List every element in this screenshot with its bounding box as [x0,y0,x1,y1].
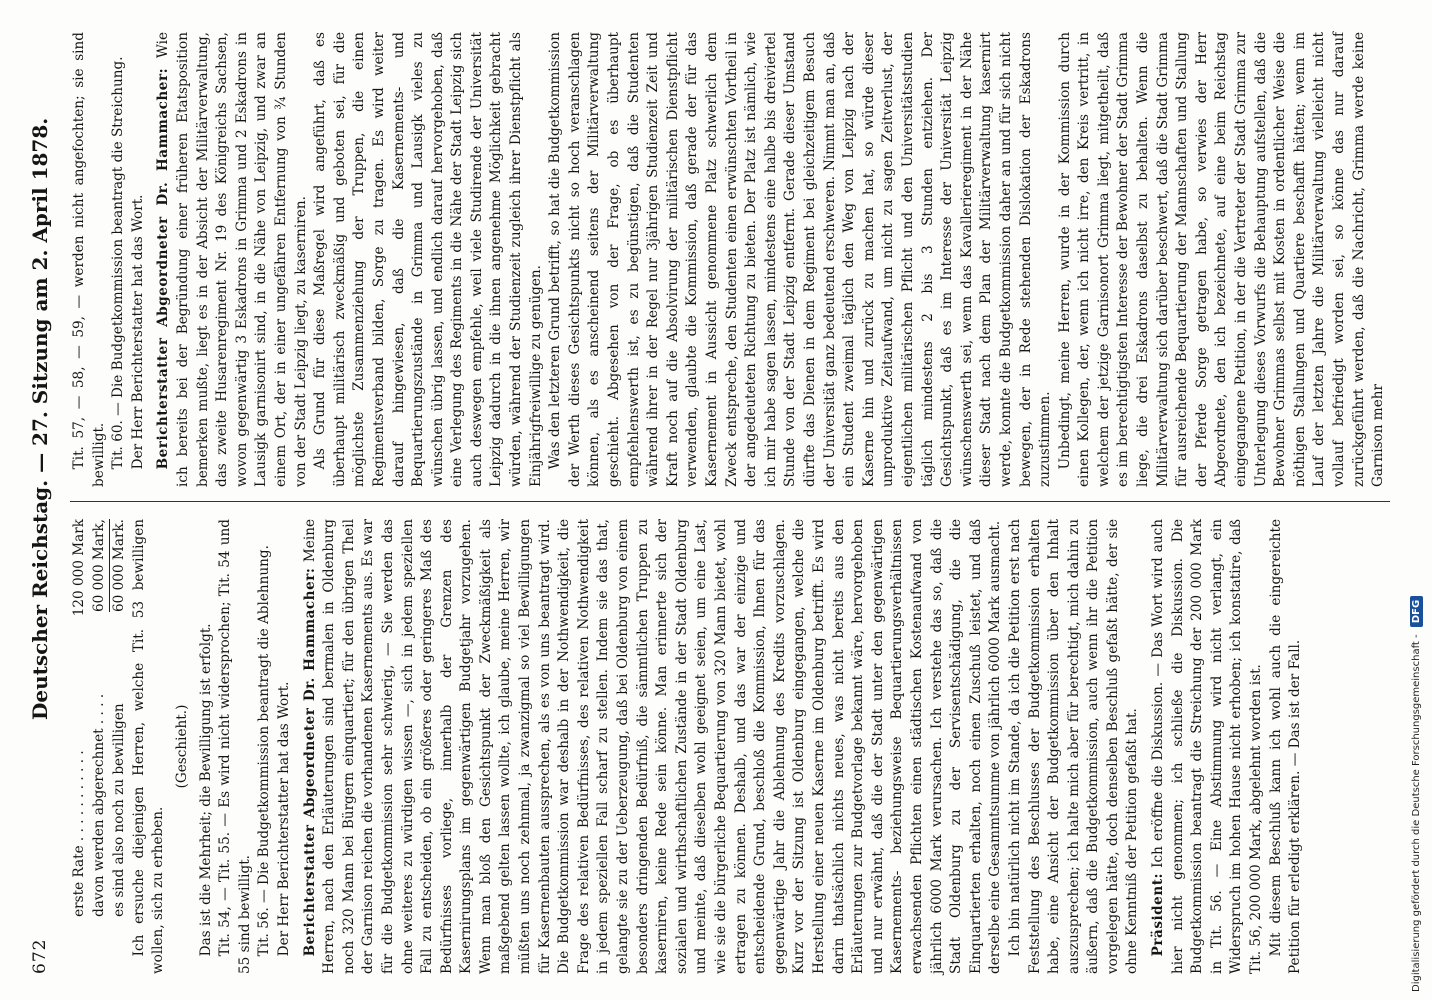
paragraph-text: Unbedingt, meine Herren, wurde in der Kommission durch einen Kollegen, der, wenn ich nicht irre, den Kreis vertritt, in welchem der jetzige Garnisonort Grimma liegt, mitgetheilt, daß es im berechtigtigsten Interesse der Bewohner der Stadt Grimma liege, die drei Eskadrons daselbst zu behalten. Wenn die Militärverwaltung sich darüber beschwert, daß die Stadt Grimma für ausreichende Bequartierung der Mannschaften und Stallung der Pferde Sorge getragen habe, so verwies der Herr Abgeordnete, den ich bezeichnete, auf eine beim Reichstag eingegangene Petition, in der die Vertreter der Stadt Grimma zur Unterlegung dieses Vorwurfs die Behauptung aufstellen, daß die Bewohner Grimmas selbst mit Kosten in ordentlicher Weise die nöthigen Stallungen und Quartiere beschafft hätten; wenn im Lauf der letzten Jahre die Militärverwaltung vielleicht nicht vollauf befriedigt worden sei, so könne das nur darauf zurückgeführt werden, daß die Nachricht, Grimma werde keine Garnison mehr [1056,32,1387,487]
paragraph-text: (Geschieht.) [173,704,190,789]
paragraph [1267,519,1306,974]
paragraph [70,32,109,487]
amount-label: erste Rate . . . . . . . . . . . [71,750,87,917]
paragraph [109,32,129,487]
paragraph-text: Der Herr Berichterstatter hat das Wort. [129,194,146,470]
paragraph-text: Wie ich bereits bei der Begründung einer früheren Etatsposition bemerken mußte, liegt es in der Absicht der Militärverwaltung, das zweite Husarenregiment Nr. 19 des Königreichs Sachsen, wovon gegenwärtig 3 Eskadrons in Grimma und 2 Eskadrons in Lausigk garnisonirt sind, in die Nähe von Leipzig, und zwar an einem Ort, der in einer ungefähren Entfernung von ¾ Stunden von der Stadt Leipzig liegt, zu kaserniren. [155,32,309,487]
paragraph-text: Der Herr Berichterstatter hat das Wort. [275,681,292,957]
paragraph [130,519,169,974]
amount-row [90,519,111,974]
rotated-document-page [22,20,1402,980]
paragraph-text: Ich eröffne die Diskussion. — Das Wort wird auch hier nicht genommen; ich schließe die Diskussion. Die Budgetkommission beantragt die Streichung der 200 000 Mark in Tit. 56. — Eine Abstimmung wird nicht verlangt, ein Widerspruch im hohen Hause nicht erhoben; ich konstatire, daß Tit. 56, 200 000 Mark, abgelehnt worden ist. [1150,519,1265,974]
paragraph-text: Tit. 54, — Tit. 55. — Es wird nicht widersprochen; Tit. 54 und 55 sind bewilligt. [217,519,253,974]
digitization-credit [1410,2,1423,992]
text-column-right [70,32,1389,487]
paragraph-text: Mit diesem Beschluß kann ich wohl auch die eingereichte Petition für erledigt erklären. — Das ist der Fall. [1267,519,1304,974]
paragraph-text: Tit. 56. — Die Budgetkommission beantragt die Ablehnung. [256,545,273,957]
dfg-logo: DFG [1410,596,1423,627]
paragraph [311,32,546,487]
text-column-left [70,519,1306,974]
paragraph [1056,32,1389,487]
paragraph-text: Ich bin natürlich nicht im Stande, da ich die Petition erst nach Feststellung des Beschlusses der Budgetkommission erhalten habe, eine Ansicht der Budgetkommission über den Inhalt auszusprechen; ich halte mich aber für berechtigt, mich dahin zu äußern, daß die Budgetkommission, auch wenn ihr die Petition vorgelegen hätte, doch denselben Beschluß gefaßt hätte, der sie ohne Kenntniß der Petition gefaßt hat. [1006,519,1141,974]
paragraph [1006,519,1143,974]
paragraph [1149,519,1267,974]
page-header [22,20,62,980]
paragraph [301,519,1006,974]
speaker-name: Berichterstatter Abgeordneter Dr. Hammacher: [155,67,172,470]
amount-value: 60 000 Mark, [90,519,111,612]
paragraph [216,519,255,974]
amount-row [70,519,90,974]
amount-label: davon werden abgerechnet . . . . [90,693,107,917]
paragraph [275,519,295,974]
paragraph-text: Ich ersuche diejenigen Herren, welche Tit. 53 bewilligen wollen, sich zu erheben. [130,519,167,974]
paragraph [129,32,149,487]
running-head: Deutscher Reichstag. — 27. Sitzung am 2. April 1878. [28,117,52,720]
paragraph-text: Was den letzteren Grund betrifft, so hat die Budgetkommission der Werth dieses Gesichtspunkts nicht so hoch veranschlagen können, als es anscheinend seitens der Militärverwaltung geschieht. Abgesehen von der Frage, ob es überhaupt empfehlenswerth ist, es zu begünstigen, daß die Studenten während ihrer in der Regel nur 3jährigen Studienzeit Zeit und Kraft noch auf die Absolvirung der militärischen Dienstpflicht verwenden, glaubte die Kommission, daß gerade der für das Kasernement in Aussicht genommene Platz schwerlich dem Zweck entspreche, den Studenten einen erwünschten Vortheil in der angedeuteten Richtung zu bieten. Der Platz ist nämlich, wie ich mir habe sagen lassen, mindestens eine halbe bis dreiviertel Stunde von der Stadt Leipzig entfernt. Gerade dieser Umstand dürfte das Dienen in dem Regiment bei gleichzeitigem Besuch der Universität ganz bedeutend erschweren. Nimmt man an, daß ein Student zweimal täglich den Weg von Leipzig nach der Kaserne hin und zurück zu machen hat, so würde dieser unproduktive Zeitaufwand, um nicht zu sagen Zeitverlust, der eigentlichen militärischen Pflicht und den Universitätsstudien täglich mindestens 2 bis 3 Stunden entziehen. Der Gesichtspunkt, daß es im Interesse der Universität Leipzig wünschenswerth sei, wenn das Kavallerieregiment in der Nähe dieser Stadt nach dem Plan der Militärverwaltung kasernirt werde, konnte die Budgetkommission daher an und für sich nicht bewegen, der in Rede stehenden Dislokation der Eskadrons zuzustimmen. [547,32,1054,487]
paragraph [154,32,311,487]
column-divider [70,501,1390,502]
paragraph-text: Das ist die Mehrheit; die Bewilligung ist erfolgt. [197,623,214,957]
amount-value: 60 000 Mark. [111,519,128,612]
page-number: 672 [30,938,50,974]
speaker-name: Berichterstatter Abgeordneter Dr. Hammacher: [301,567,318,957]
paragraph [255,519,275,974]
paragraph [546,32,1055,487]
paragraph-text: Tit. 60. — Die Budgetkommission beantragt die Streichung. [110,56,127,470]
paragraph-text: Meine Herren, nach den Erläuterungen sind bermalen in Oldenburg noch 320 Mann bei Bürgern einquartiert; für den übrigen Theil der Garnison reichen die vorhandenen Kasernements aus. Es war für die Budgetkommission sehr schwierig, — Sie werden das ohne weiteres zu würdigen wissen —, sich in jedem speziellen Fall zu entscheiden, ob ein größeres oder geringeres Maß des Bedürfnisses vorliege, innerhalb der Grenzen des Kasernirungsplans im gegenwärtigen Budgetjahr vorzugehen. Wenn man bloß den Gesichtspunkt der Zweckmäßigkeit als maßgebend gelten lassen wollte, ich glaube, meine Herren, wir müßten uns noch zehnmal, ja zwanzigmal so viel Bewilligungen für Kasernenbauten aussprechen, als es von uns beantragt wird. Die Budgetkommission war deshalb in der Nothwendigkeit, die Frage des relativen Bedürfnisses, des relativen Nothwendigkeit in jedem speziellen Fall scharf zu stellen. Indem sie das that, gelangte sie zu der Ueberzeugung, daß bei Oldenburg von einem besonders dringenden Bedürfniß, die sämmtlichen Truppen zu kaserniren, keine Rede sein könne. Man erinnerte sich der sozialen und wirthschaftlichen Zustände in der Stadt Oldenburg und meinte, daß dieselben wohl geeignet seien, um eine Last, wie sie die bürgerliche Bequartierung von 320 Mann bietet, wohl ertragen zu können. Deshalb, und das war der einzige und entscheidende Grund, beschloß die Kommission, Ihnen für das gegenwärtige Jahr die Ablehnung des Kredits vorzuschlagen. Kurz vor der Sitzung ist Oldenburg eingegangen, welche die Herstellung einer neuen Kaserne im Oldenburg betrifft. Es wird darin thatsächlich nichts neues, was nicht bereits aus den Erläuterungen zur Budgetvorlage bekannt wäre, hervorgehoben und nur erwähnt, daß die der Stadt unter den gegenwärtigen Kasernements- beziehungsweise Bequartierungsverhältnissen erwachsenden Pflichten einen städtischen Kostenaufwand von jährlich 6000 Mark verursachen. Ich verstehe das so, daß die Stadt Oldenburg zu der Servisentschädigung, die die Einquartierten erhalten, noch einen Zuschuß leistet, und daß derselbe eine Gesammtsumme von jährlich 6000 Mark ausmacht. [301,518,1004,974]
speaker-name: Präsident: [1150,872,1167,957]
credit-text: Digitalisierung gefördert durch die Deutsche Forschungsgemeinschaft - [1411,634,1422,992]
amount-value: 120 000 Mark [71,519,87,617]
paragraph-text: Tit. 57, — 58, — 59, — werden nicht angefochten; sie sind bewilligt. [71,32,107,487]
stage-direction [173,519,193,974]
amount-label: es sind also noch zu bewilligen [111,703,128,917]
paragraph-text: Als Grund für diese Maßregel wird angeführt, daß es überhaupt militärisch zweckmäßig und geboten sei, für die möglichste Zusammenziehung der Truppen, die einen Regimentsverband bilden, Sorge zu tragen. Es wird weiter darauf hingewiesen, daß die Kasernements- und Bequartierungszustände in Grimma und Lausigk vieles zu wünschen übrig lassen, und endlich darauf hervorgehoben, daß eine Verlegung des Regiments in die Nähe der Stadt Leipzig sich auch deswegen empfehle, weil viele Studirende der Universität Leipzig dadurch in die ihnen angenehme Möglichkeit gebracht würden, während der Studienzeit zugleich ihrer Dienstpflicht als Einjährigfreiwillige zu genügen. [312,32,544,487]
amount-row [110,519,130,974]
paragraph [197,519,217,974]
